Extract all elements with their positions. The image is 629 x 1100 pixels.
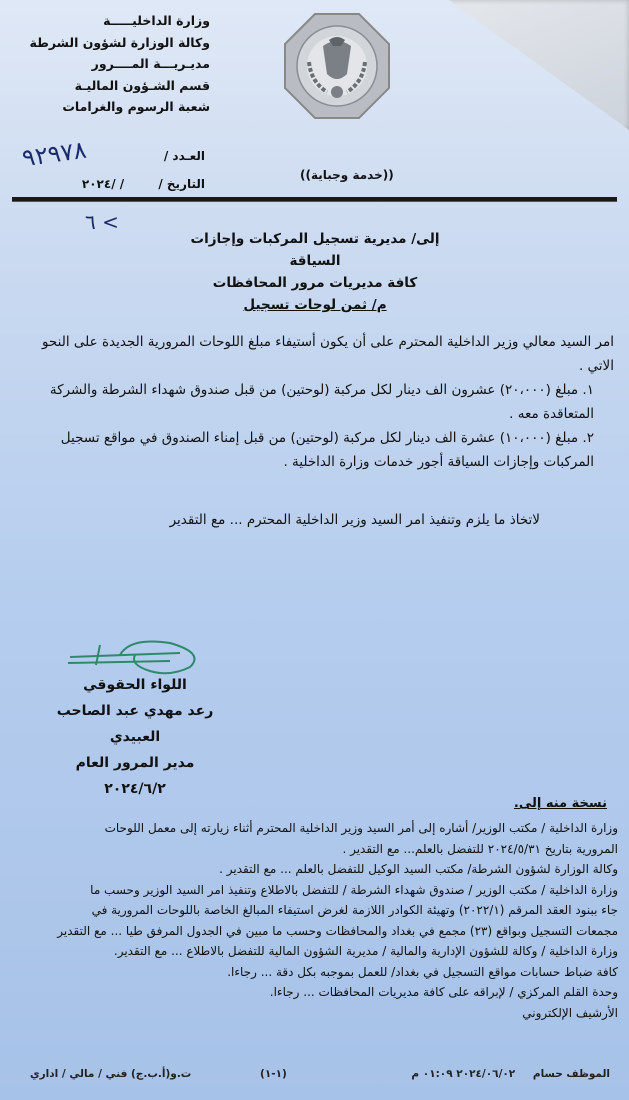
letterhead — [30, 10, 210, 118]
employee-label: الموظف حسام — [532, 1068, 610, 1080]
footer-codes: ت.و(أ.ب.ج) فني / مالي / اداري — [30, 1068, 192, 1080]
letterhead-line: وزارة الداخليـــــة — [103, 13, 210, 28]
copies-list — [10, 818, 618, 1023]
header-divider — [12, 197, 617, 202]
copy-line: وزارة الداخلية / مكتب الوزير/ أشاره إلى أمر السيد وزير الداخلية المحترم أثناء زيارته إلى معمل اللوحات — [104, 821, 618, 835]
copy-line: مجمعات التسجيل وبواقع (٢٣) مجمع في بغداد والمحافظات وحسب ما مبين في الجدول المرفق طيا ... مع التقدير — [57, 923, 618, 938]
page-number: (١-١) — [260, 1068, 287, 1080]
recipient: إلى/ مديرية تسجيل المركبات وإجازات السياقة — [190, 231, 440, 269]
letterhead-line: وكالة الوزارة لشؤون الشرطة — [29, 34, 210, 50]
date-value: / /٢٠٢٤ — [81, 177, 125, 191]
copy-line: وزارة الداخلية / مكتب الوزير / صندوق شهداء الشرطة / للتفضل بالاطلاع وتنفيذ امر السيد الوزير وحسب ما — [90, 882, 618, 897]
closing-line: لاتخاذ ما يلزم وتنفيذ امر السيد وزير الداخلية المحترم ... مع التقدير — [169, 512, 540, 528]
signer-rank: اللواء الحقوقي — [83, 677, 187, 693]
date-field — [30, 170, 205, 198]
copy-line: المرورية بتاريخ ٢٠٢٤/٥/٣١ للتفضل بالعلم... مع التقدير . — [342, 841, 618, 856]
copy-line: الأرشيف الإلكتروني — [522, 1005, 618, 1020]
copies-heading: نسخة منه إلى. — [513, 796, 607, 811]
slogan: ((خدمة وجباية)) — [300, 168, 394, 182]
copy-line: وزارة الداخلية / وكالة للشؤون الإدارية والمالية / مديرية الشؤون المالية للتفضل بالاطلاع ... مع التقدير. — [113, 944, 618, 958]
signer-title: مدير المرور العام — [75, 755, 195, 771]
emblem-logo-icon — [283, 12, 391, 120]
address-block — [165, 228, 465, 316]
timestamp: ٢٠٢٤/٠٦/٠٢ ٠١:٠٩ م — [411, 1068, 516, 1080]
signer-date: ٢٠٢٤/٦/٢ — [104, 781, 166, 797]
handwritten-reference-number: ٩٢٩٧٨ — [20, 135, 89, 173]
copy-line: كافة ضباط حسابات مواقع التسجيل في بغداد/ للعمل بموجبه بكل دقة ... رجاءا. — [227, 964, 618, 979]
handwritten-mark: ٦ < — [85, 210, 119, 234]
footer-employee — [411, 1068, 610, 1080]
reference-meta — [30, 142, 205, 198]
letterhead-line: مديـريـــة المــــرور — [91, 56, 210, 71]
intro-paragraph: امر السيد معالي وزير الداخلية المحترم على أن يكون أستيفاء مبلغ اللوحات المرورية الجديدة على النحو الاتي . — [41, 334, 614, 374]
letterhead-line: شعبة الرسوم والغرامات — [62, 99, 210, 114]
signer-block — [30, 672, 240, 802]
list-item: ١. مبلغ (٢٠،٠٠٠) عشرون الف دينار لكل مركبة (لوحتين) من قبل صندوق شهداء الشرطة والشركة المتعاقدة معه . — [49, 382, 594, 422]
letter-body — [22, 330, 614, 474]
subject: م/ ثمن لوحات تسجيل — [243, 297, 387, 313]
folded-paper-corner — [429, 0, 629, 130]
list-item: ٢. مبلغ (١٠،٠٠٠) عشرة الف دينار لكل مركبة (لوحتين) من قبل إمناء الصندوق في مواقع تسجيل المركبات وإجازات السياقة أجور خدمات وزارة الداخلية . — [60, 430, 594, 470]
date-label: التاريخ / — [158, 177, 205, 191]
signer-name: رعد مهدي عبد الصاحب العبيدي — [56, 703, 214, 745]
copy-line: جاء ببنود العقد المرقم (٢٠٢٢/١) وتهيئة الكوادر اللازمة لغرض استيفاء المبالغ الخاصة باللوحات المرورية في — [91, 903, 618, 917]
recipient-cc: كافة مديريات مرور المحافظات — [212, 275, 418, 291]
footer — [20, 1068, 610, 1090]
copy-line: وكالة الوزارة لشؤون الشرطة/ مكتب السيد الوكيل للتفضل بالعلم ... مع التقدير . — [219, 862, 618, 876]
letterhead-line: قسم الشـؤون الماليـة — [74, 77, 210, 93]
number-label: العـدد / — [163, 149, 205, 163]
copy-line: وحدة القلم المركزي / لإبراقه على كافة مديريات المحافظات ... رجاءا. — [269, 985, 618, 999]
